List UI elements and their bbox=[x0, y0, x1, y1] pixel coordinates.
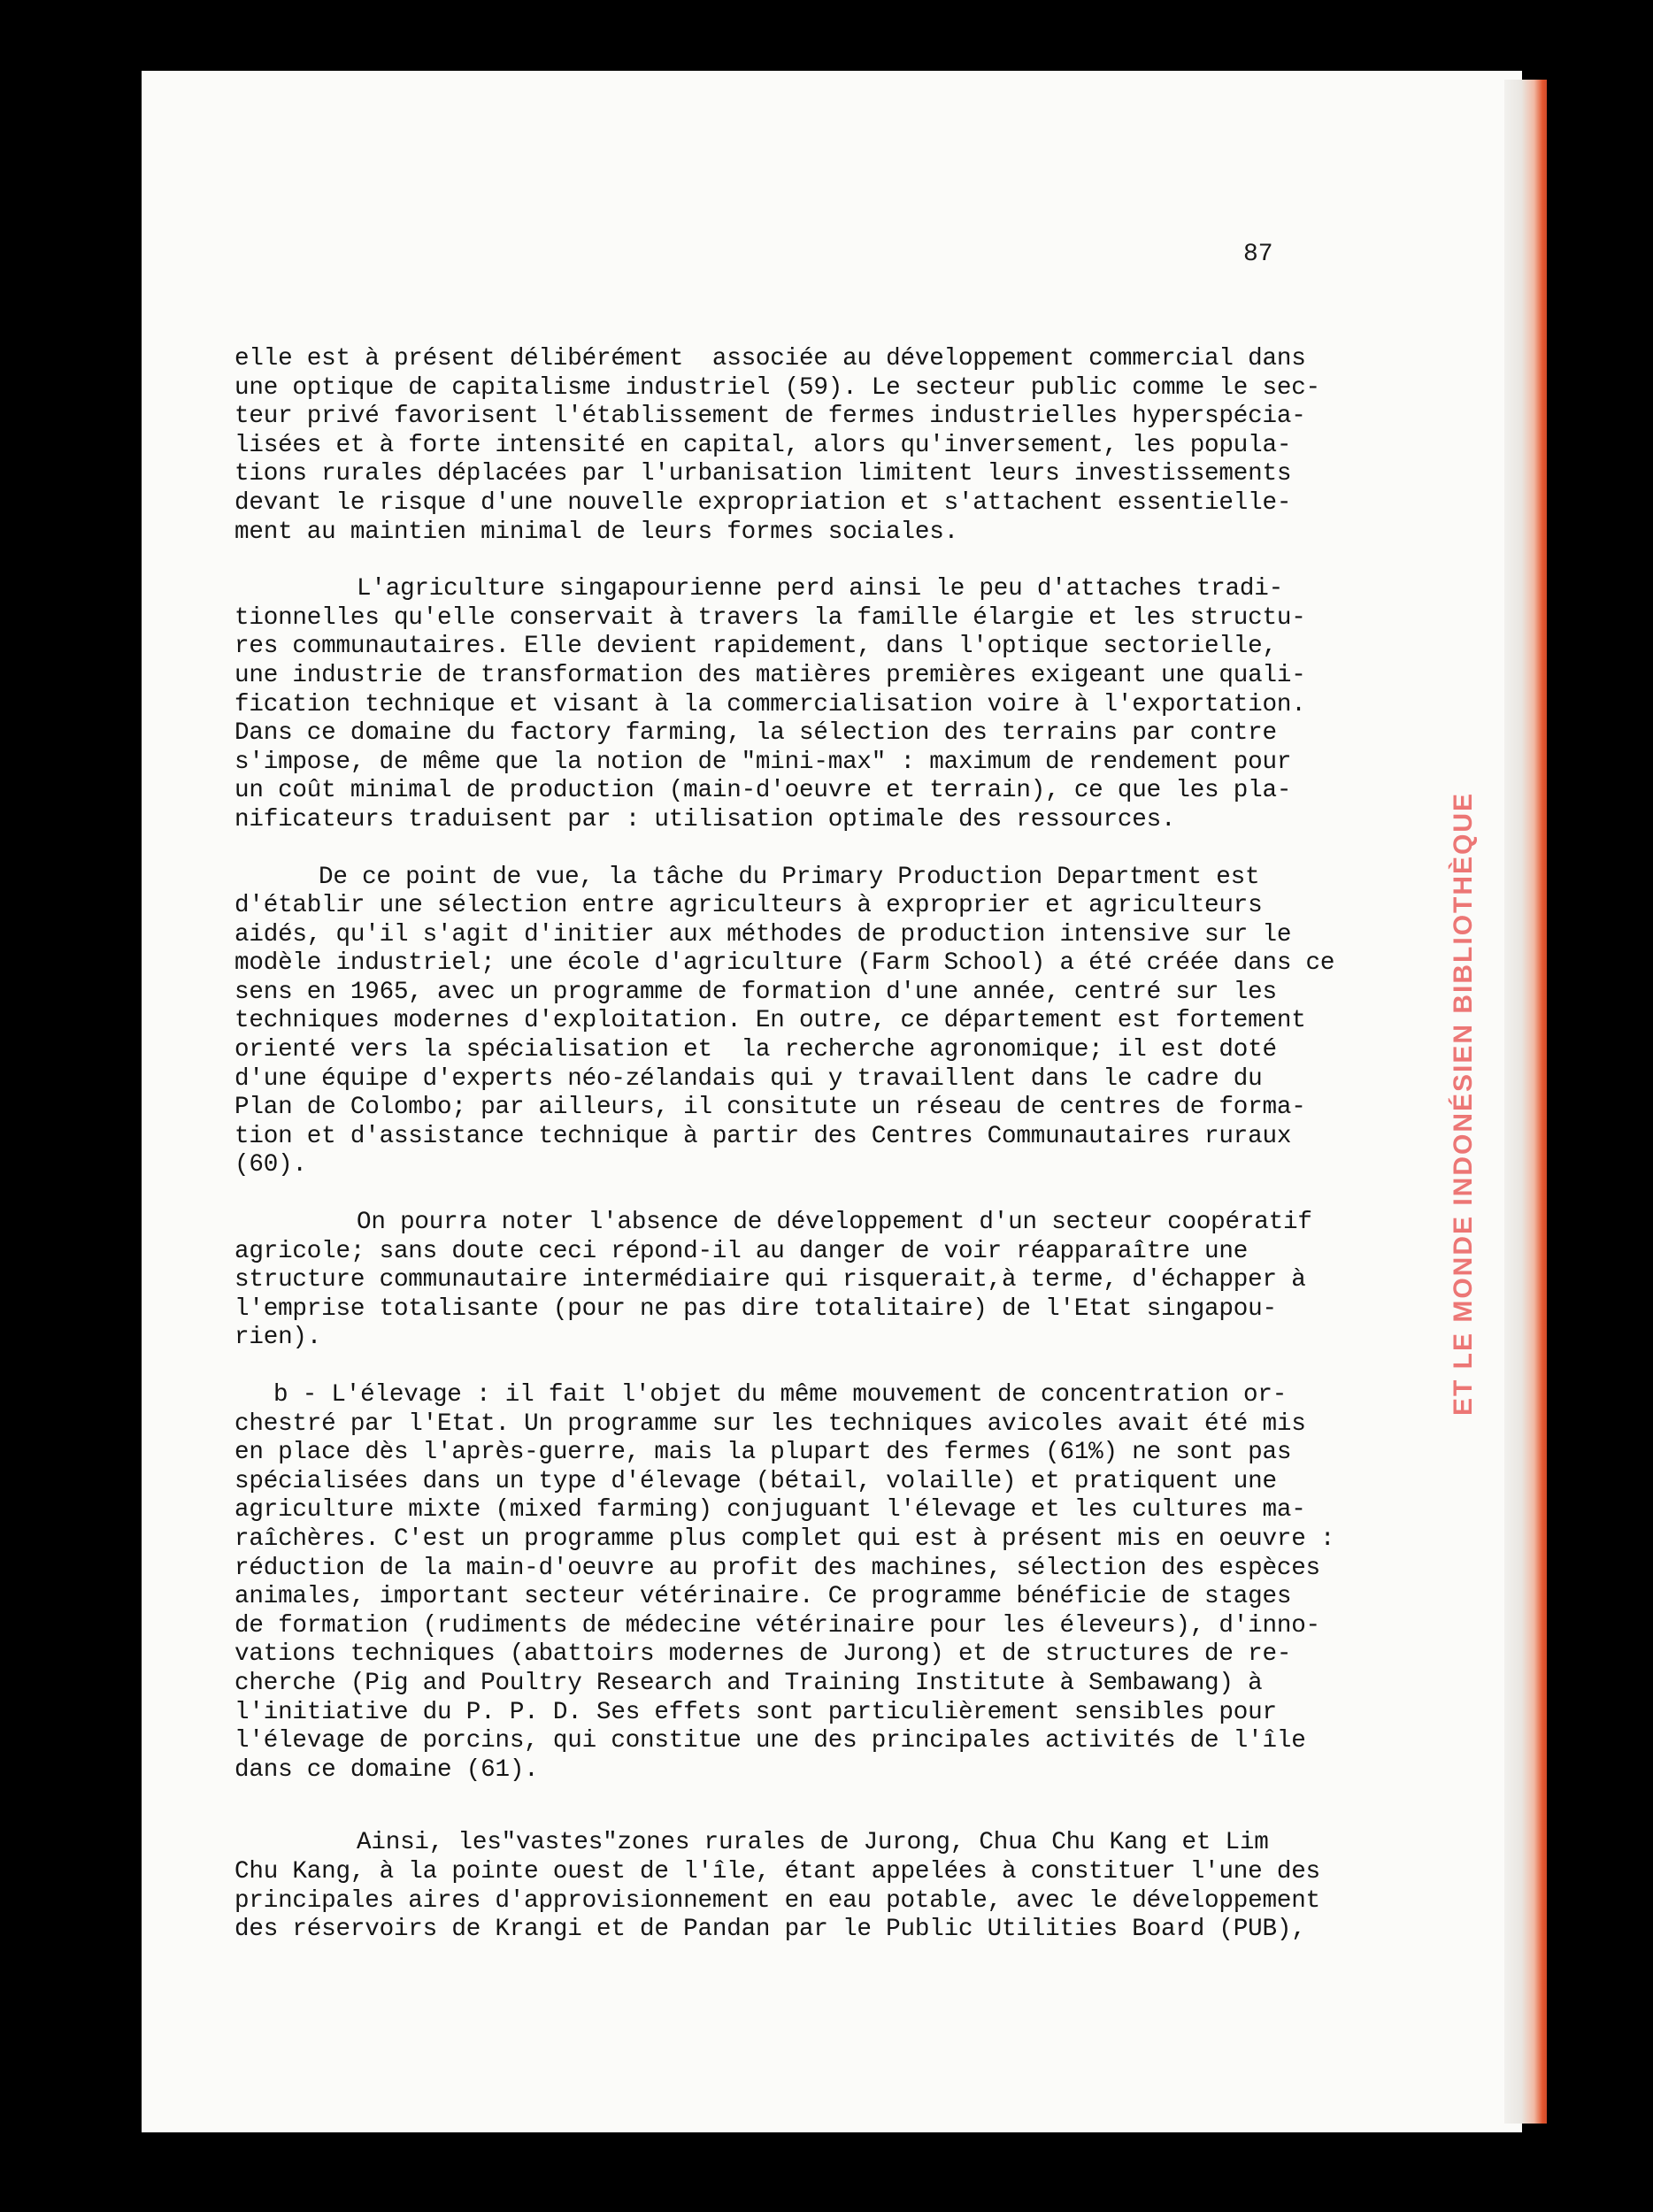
text-line: spécialisées dans un type d'élevage (bétail, volaille) et pratiquent une bbox=[234, 1467, 1277, 1495]
paragraph-2 bbox=[234, 575, 1332, 834]
text-line: réduction de la main-d'oeuvre au profit des machines, sélection des espèces bbox=[234, 1554, 1320, 1582]
text-line: agriculture mixte (mixed farming) conjuguant l'élevage et les cultures ma- bbox=[234, 1496, 1306, 1525]
text-line: en place dès l'après-guerre, mais la plupart des fermes (61%) ne sont pas bbox=[234, 1439, 1292, 1467]
text-line: vations techniques (abattoirs modernes de Jurong) et de structures de re- bbox=[234, 1640, 1292, 1669]
text-line: ment au maintien minimal de leurs formes sociales. bbox=[234, 518, 958, 546]
text-line: lisées et à forte intensité en capital, alors qu'inversement, les popula- bbox=[234, 431, 1292, 459]
text-line: cherche (Pig and Poultry Research and Training Institute à Sembawang) à bbox=[234, 1669, 1263, 1697]
text-line: (60). bbox=[234, 1151, 307, 1179]
text-line: une industrie de transformation des matières premières exigeant une quali- bbox=[234, 661, 1306, 689]
text-line: une optique de capitalisme industriel (59). Le secteur public comme le sec- bbox=[234, 373, 1320, 402]
text-line: s'impose, de même que la notion de "mini-max" : maximum de rendement pour bbox=[234, 748, 1292, 776]
text-line: tions rurales déplacées par l'urbanisation limitent leurs investissements bbox=[234, 460, 1292, 488]
text-line: b - L'élevage : il fait l'objet du même mouvement de concentration or- bbox=[273, 1381, 1288, 1409]
paragraph-5 bbox=[234, 1381, 1335, 1785]
text-line: L'agriculture singapourienne perd ainsi le peu d'attaches tradi- bbox=[357, 575, 1283, 603]
text-line: animales, important secteur vétérinaire. Ce programme bénéficie de stages bbox=[234, 1583, 1292, 1611]
text-line: tion et d'assistance technique à partir des Centres Communautaires ruraux bbox=[234, 1122, 1292, 1150]
text-line: des réservoirs de Krangi et de Pandan par le Public Utilities Board (PUB), bbox=[234, 1916, 1306, 1944]
text-line: l'emprise totalisante (pour ne pas dire totalitaire) de l'Etat singapou- bbox=[234, 1294, 1277, 1323]
text-line: d'établir une sélection entre agriculteurs à exproprier et agriculteurs bbox=[234, 892, 1263, 920]
text-line: On pourra noter l'absence de développement d'un secteur coopératif bbox=[357, 1209, 1312, 1237]
text-line: nificateurs traduisent par : utilisation optimale des ressources. bbox=[234, 805, 1176, 833]
text-line: De ce point de vue, la tâche du Primary Production Department est bbox=[319, 863, 1260, 891]
text-line: devant le risque d'une nouvelle expropriation et s'attachent essentielle- bbox=[234, 488, 1292, 517]
text-line: structure communautaire intermédiaire qui risquerait,à terme, d'échapper à bbox=[234, 1266, 1306, 1294]
text-line: un coût minimal de production (main-d'oeuvre et terrain), ce que les pla- bbox=[234, 777, 1292, 805]
text-line: orienté vers la spécialisation et la recherche agronomique; il est doté bbox=[234, 1036, 1277, 1064]
text-line: chestré par l'Etat. Un programme sur les techniques avicoles avait été mis bbox=[234, 1409, 1306, 1438]
text-line: aidés, qu'il s'agit d'initier aux méthodes de production intensive sur le bbox=[234, 920, 1292, 949]
text-line: sens en 1965, avec un programme de formation d'une année, centré sur les bbox=[234, 978, 1277, 1006]
text-line: tionnelles qu'elle conservait à travers la famille élargie et les structu- bbox=[234, 603, 1306, 632]
page-number: 87 bbox=[1243, 241, 1273, 268]
text-line: de formation (rudiments de médecine vétérinaire pour les éleveurs), d'inno- bbox=[234, 1611, 1320, 1640]
text-line: d'une équipe d'experts néo-zélandais qui y travaillent dans le cadre du bbox=[234, 1064, 1263, 1093]
paragraph-6 bbox=[234, 1829, 1332, 1944]
text-line: l'initiative du P. P. D. Ses effets sont particulièrement sensibles pour bbox=[234, 1698, 1277, 1726]
text-line: Ainsi, les"vastes"zones rurales de Jurong, Chua Chu Kang et Lim bbox=[357, 1829, 1269, 1857]
text-line: fication technique et visant à la commercialisation voire à l'exportation. bbox=[234, 690, 1306, 718]
text-line: res communautaires. Elle devient rapidement, dans l'optique sectorielle, bbox=[234, 633, 1277, 661]
text-line: techniques modernes d'exploitation. En outre, ce département est fortement bbox=[234, 1007, 1306, 1035]
text-line: Plan de Colombo; par ailleurs, il consitute un réseau de centres de forma- bbox=[234, 1094, 1306, 1122]
paragraph-3 bbox=[234, 863, 1335, 1181]
paragraph-4 bbox=[234, 1209, 1332, 1353]
text-line: dans ce domaine (61). bbox=[234, 1755, 539, 1784]
body-text bbox=[234, 345, 1335, 1973]
page-edge bbox=[1504, 80, 1547, 2124]
text-line: l'élevage de porcins, qui constitue une des principales activités de l'île bbox=[234, 1727, 1306, 1755]
text-line: rien). bbox=[234, 1324, 322, 1352]
text-line: Chu Kang, à la pointe ouest de l'île, étant appelées à constituer l'une des bbox=[234, 1857, 1320, 1886]
text-line: teur privé favorisent l'établissement de fermes industrielles hyperspécia- bbox=[234, 403, 1306, 431]
library-stamp: ET LE MONDE INDONÉSIEN BIBLIOTHÈQUE bbox=[1449, 791, 1478, 1416]
text-line: modèle industriel; une école d'agriculture (Farm School) a été créée dans ce bbox=[234, 949, 1335, 978]
text-line: Dans ce domaine du factory farming, la sélection des terrains par contre bbox=[234, 719, 1277, 748]
paragraph-1 bbox=[234, 345, 1332, 547]
text-line: principales aires d'approvisionnement en eau potable, avec le développement bbox=[234, 1886, 1320, 1915]
text-line: elle est à présent délibérément associée au développement commercial dans bbox=[234, 345, 1306, 373]
text-line: agricole; sans doute ceci répond-il au danger de voir réapparaître une bbox=[234, 1237, 1249, 1265]
text-line: raîchères. C'est un programme plus complet qui est à présent mis en oeuvre : bbox=[234, 1525, 1335, 1553]
